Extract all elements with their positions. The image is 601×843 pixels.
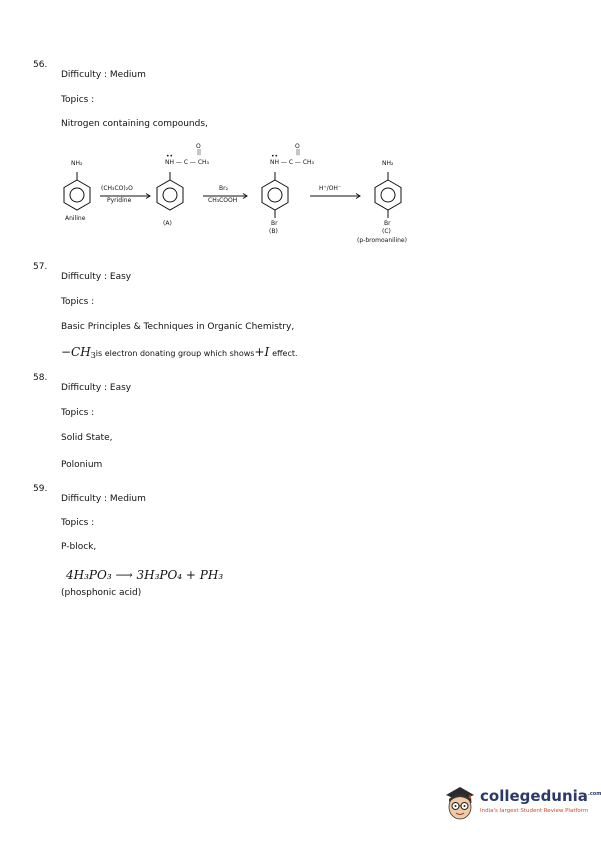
label-a: (A): [163, 220, 172, 227]
acetyl-group-b: NH — C — CH₃: [270, 159, 314, 166]
difficulty-label: Difficulty : Easy: [61, 383, 132, 393]
topic-text: Basic Principles & Techniques in Organic Chemistry,: [61, 322, 295, 332]
plus-i-effect: +I: [254, 345, 270, 359]
br-c: Br: [384, 220, 391, 227]
lone-pair-b: ••: [271, 153, 279, 160]
brand-tagline: India's largest Student Review Platform: [480, 808, 589, 814]
benzene-ring-a: [157, 180, 183, 210]
question-number: 56.: [33, 60, 48, 70]
brand-name: [480, 787, 601, 805]
acetyl-o-b: O: [295, 143, 300, 150]
question-number: 59.: [33, 484, 48, 494]
topics-label: Topics :: [61, 518, 95, 528]
topic-text: Solid State,: [61, 433, 113, 443]
acetyl-double-bond-b: ||: [296, 149, 301, 156]
brand-suffix: .com: [587, 791, 601, 797]
topics-label: Topics :: [61, 297, 95, 307]
aniline-nh2: NH₂: [71, 160, 83, 167]
label-c-name: (p-bromoaniline): [357, 237, 407, 244]
mascot-icon: [440, 781, 480, 823]
note-text: (phosphonic acid): [61, 588, 142, 598]
reagent-1-top: (CH₃CO)₂O: [101, 185, 133, 192]
reagent-3-top: H⁺/OH⁻: [319, 185, 342, 192]
topics-label: Topics :: [61, 95, 95, 105]
topic-text: Nitrogen containing compounds,: [61, 119, 208, 129]
acetyl-group-a: NH — C — CH₃: [165, 159, 209, 166]
label-c: (C): [382, 228, 391, 235]
reagent-2-bottom: CH₃COOH: [208, 197, 238, 204]
question-number: 58.: [33, 373, 48, 383]
equation: 4H₃PO₃ ⟶ 3H₃PO₄ + PH₃: [66, 568, 224, 582]
aniline-label: Aniline: [65, 215, 86, 222]
benzene-ring-c: [375, 180, 401, 210]
brand-text: collegedunia: [480, 787, 588, 805]
benzene-ring-aniline: [64, 180, 90, 210]
benzene-ring-b: [262, 180, 288, 210]
difficulty-label: Difficulty : Medium: [61, 494, 146, 504]
reagent-2-top: Br₂: [219, 185, 228, 192]
question-number: 57.: [33, 262, 48, 272]
reagent-1-bottom: Pyridine: [107, 197, 132, 204]
topics-label: Topics :: [61, 408, 95, 418]
statement-57: [61, 345, 298, 359]
acetyl-o-a: O: [196, 143, 201, 150]
difficulty-label: Difficulty : Medium: [61, 70, 146, 80]
product-nh2: NH₂: [382, 160, 394, 167]
difficulty-label: Difficulty : Easy: [61, 272, 132, 282]
reaction-scheme: [55, 140, 435, 255]
ch3-subscript: 3: [90, 351, 96, 360]
br-b: Br: [271, 220, 278, 227]
statement-text: is electron donating group which shows: [95, 349, 255, 358]
answer-text: Polonium: [61, 460, 103, 470]
ch3-formula: −CH: [61, 345, 91, 359]
collegedunia-logo: [440, 781, 601, 821]
acetyl-double-bond-a: ||: [197, 149, 202, 156]
statement-end: effect.: [272, 349, 298, 358]
lone-pair-a: ••: [166, 153, 174, 160]
topic-text: P-block,: [61, 542, 97, 552]
label-b: (B): [269, 228, 278, 235]
